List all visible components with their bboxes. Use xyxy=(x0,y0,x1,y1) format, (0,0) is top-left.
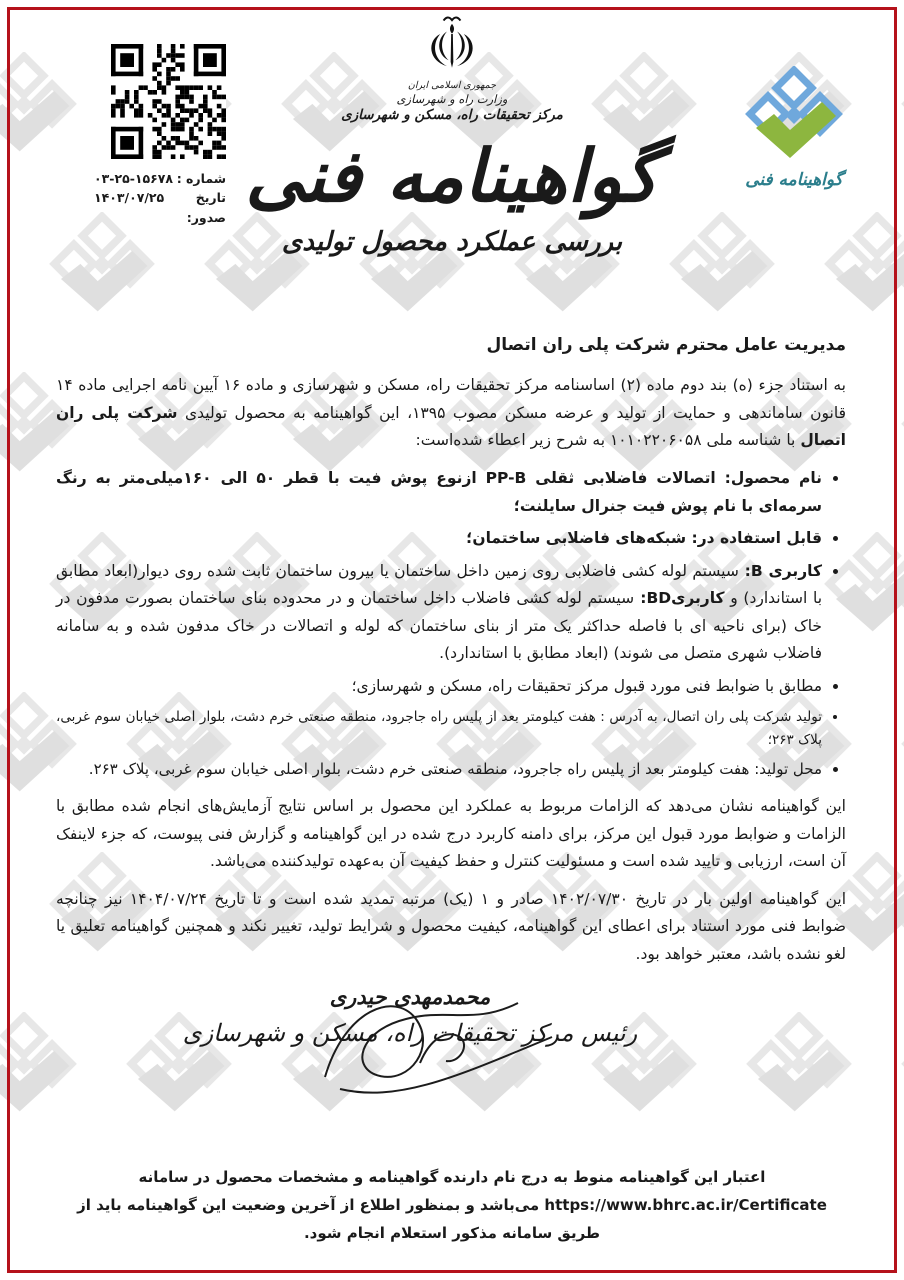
application-bd-text: سیستم لوله کشی فاضلاب داخل ساختمان و در محدوده بنای ساختمان بصورت مدفون در خاک (برای ناحیه ای با فاصله حداکثر یک متر از بنای ساختمان که لوله و اتصالات در خاک مدفون شده و به سامانه فاضلاب شهری متصل می شوند) (ابعاد مطابق با استاندارد). xyxy=(56,589,822,663)
application-b-text: سیستم لوله کشی فاضلابی روی زمین داخل ساختمان یا بیرون ساختمان ثابت شده روی دیوار(ابعاد مطابق با استاندارد) و xyxy=(56,561,823,608)
bullet-product-name: • نام محصول: اتصالات فاضلابی ثقلی PP-B ازنوع پوش فیت با قطر ۵۰ الی ۱۶۰میلی‌متر به رنگ سرمه‌ای با نام پوش فیت جنرال سایلنت؛ xyxy=(56,465,822,520)
intro-paragraph xyxy=(56,372,846,455)
application-bd-label: کاربریBD: xyxy=(634,589,725,608)
signature-block xyxy=(160,985,660,1047)
serial-number-value: ۰۳-۲۵-۱۵۶۷۸ xyxy=(94,171,174,186)
company-name-bold: شرکت پلی ران اتصال xyxy=(56,403,846,450)
intro-part2: با شناسه ملی ۱۰۱۰۲۲۰۶۰۵۸ به شرح زیر اعطاء شده‌است: xyxy=(415,431,801,450)
issue-date-value: ۱۴۰۳/۰۷/۲۵ xyxy=(94,190,165,206)
certificate-title: گواهینامه فنی xyxy=(245,134,659,218)
application-b-label: کاربری B: xyxy=(738,561,822,580)
footer-part1: اعتبار این گواهینامه منوط به درج نام دارنده گواهینامه و مشخصات محصول در سامانه xyxy=(138,1168,766,1186)
intro-part1: به استناد جزء (ه) بند دوم ماده (۲) اساسنامه مرکز تحقیقات راه، مسکن و شهرسازی و ماده ۱۶ آیین نامه اجرایی ماده ۱۴ قانون ساماندهی و حمایت از تولید و عرضه مسکن مصوب ۱۳۹۵، این گواهینامه به محصول تولیدی xyxy=(56,376,846,422)
ministry-name: وزارت راه و شهرسازی xyxy=(396,92,508,106)
bullet-usage-scope: • قابل استفاده در: شبکه‌های فاضلابی ساختمان؛ xyxy=(56,525,822,553)
footer-part2: می‌باشد و بمنظور اطلاع از آخرین وضعیت این گواهینامه باید از طریق سامانه مذکور استعلام انجام شود. xyxy=(77,1195,601,1242)
footer-note xyxy=(58,1164,846,1247)
issue-date-label: تاریخ صدور: xyxy=(186,190,226,225)
signatory-title: رئیس مرکز تحقیقات راه، مسکن و شهرسازی xyxy=(182,1019,638,1047)
bullet-compliance: • مطابق با ضوابط فنی مورد قبول مرکز تحقیقات راه، مسکن و شهرسازی؛ xyxy=(56,673,822,701)
recipient-line: مدیریت عامل محترم شرکت پلی ران اتصال xyxy=(486,335,846,355)
product-bullet-list xyxy=(56,465,846,783)
research-center-name: مرکز تحقیقات راه، مسکن و شهرسازی xyxy=(341,107,563,123)
certificate-body xyxy=(56,330,846,979)
serial-number-label: شماره : xyxy=(176,171,226,186)
issuance-paragraph: این گواهینامه اولین بار در تاریخ ۱۴۰۲/۰۷/۳۰ صادر و ۱ (یک) مرتبه تمدید شده است و تا تاریخ ۱۴۰۴/۰۷/۲۴ نیز چنانچه ضوابط فنی مورد استناد برای اعطای این گواهینامه، کیفیت محصول و شرایط تولید، تغییر نکند و همچنین گواهینامه تعلیق یا لغو نشده باشد، معتبر خواهد بود. xyxy=(56,889,847,964)
certificate-url: https://www.bhrc.ac.ir/Certificate xyxy=(544,1195,827,1214)
country-name: جمهوری اسلامی ایران xyxy=(407,80,497,91)
signatory-name: محمدمهدی حیدری xyxy=(329,985,491,1009)
bhrc-logo-icon xyxy=(710,66,878,166)
validity-paragraph: این گواهینامه نشان می‌دهد که الزامات مربوط به عملکرد این محصول بر اساس نتایج آزمایش‌های انجام شده مطابق با الزامات و ضوابط مورد قبول این مرکز، برای دامنه کاربرد درج شده در این گواهینامه و گزارش فنی پیوست، که جزء لاینفک آن است، ارزیابی و تایید شده است و مسئولیت کنترل و حفظ کیفیت آن به‌عهده تولیدکننده می‌باشد. xyxy=(56,797,846,871)
bullet-application-classes xyxy=(56,558,822,668)
bullet-production-site: • محل تولید: هفت کیلومتر بعد از پلیس راه جاجرود، منطقه صنعتی خرم دشت، بلوار اصلی خیابان سوم غربی، پلاک ۲۶۳. xyxy=(56,756,822,783)
bhrc-brand-block xyxy=(710,66,878,190)
bullet-producer-address: • تولید شرکت پلی ران اتصال، به آدرس : هفت کیلومتر بعد از پلیس راه جاجرود، منطقه صنعتی خرم دشت، بلوار اصلی خیابان سوم غربی، پلاک ۲۶۳؛ xyxy=(56,706,822,752)
brand-caption: گواهینامه فنی xyxy=(745,170,843,190)
certificate-subtitle: بررسی عملکرد محصول تولیدی xyxy=(281,227,623,258)
